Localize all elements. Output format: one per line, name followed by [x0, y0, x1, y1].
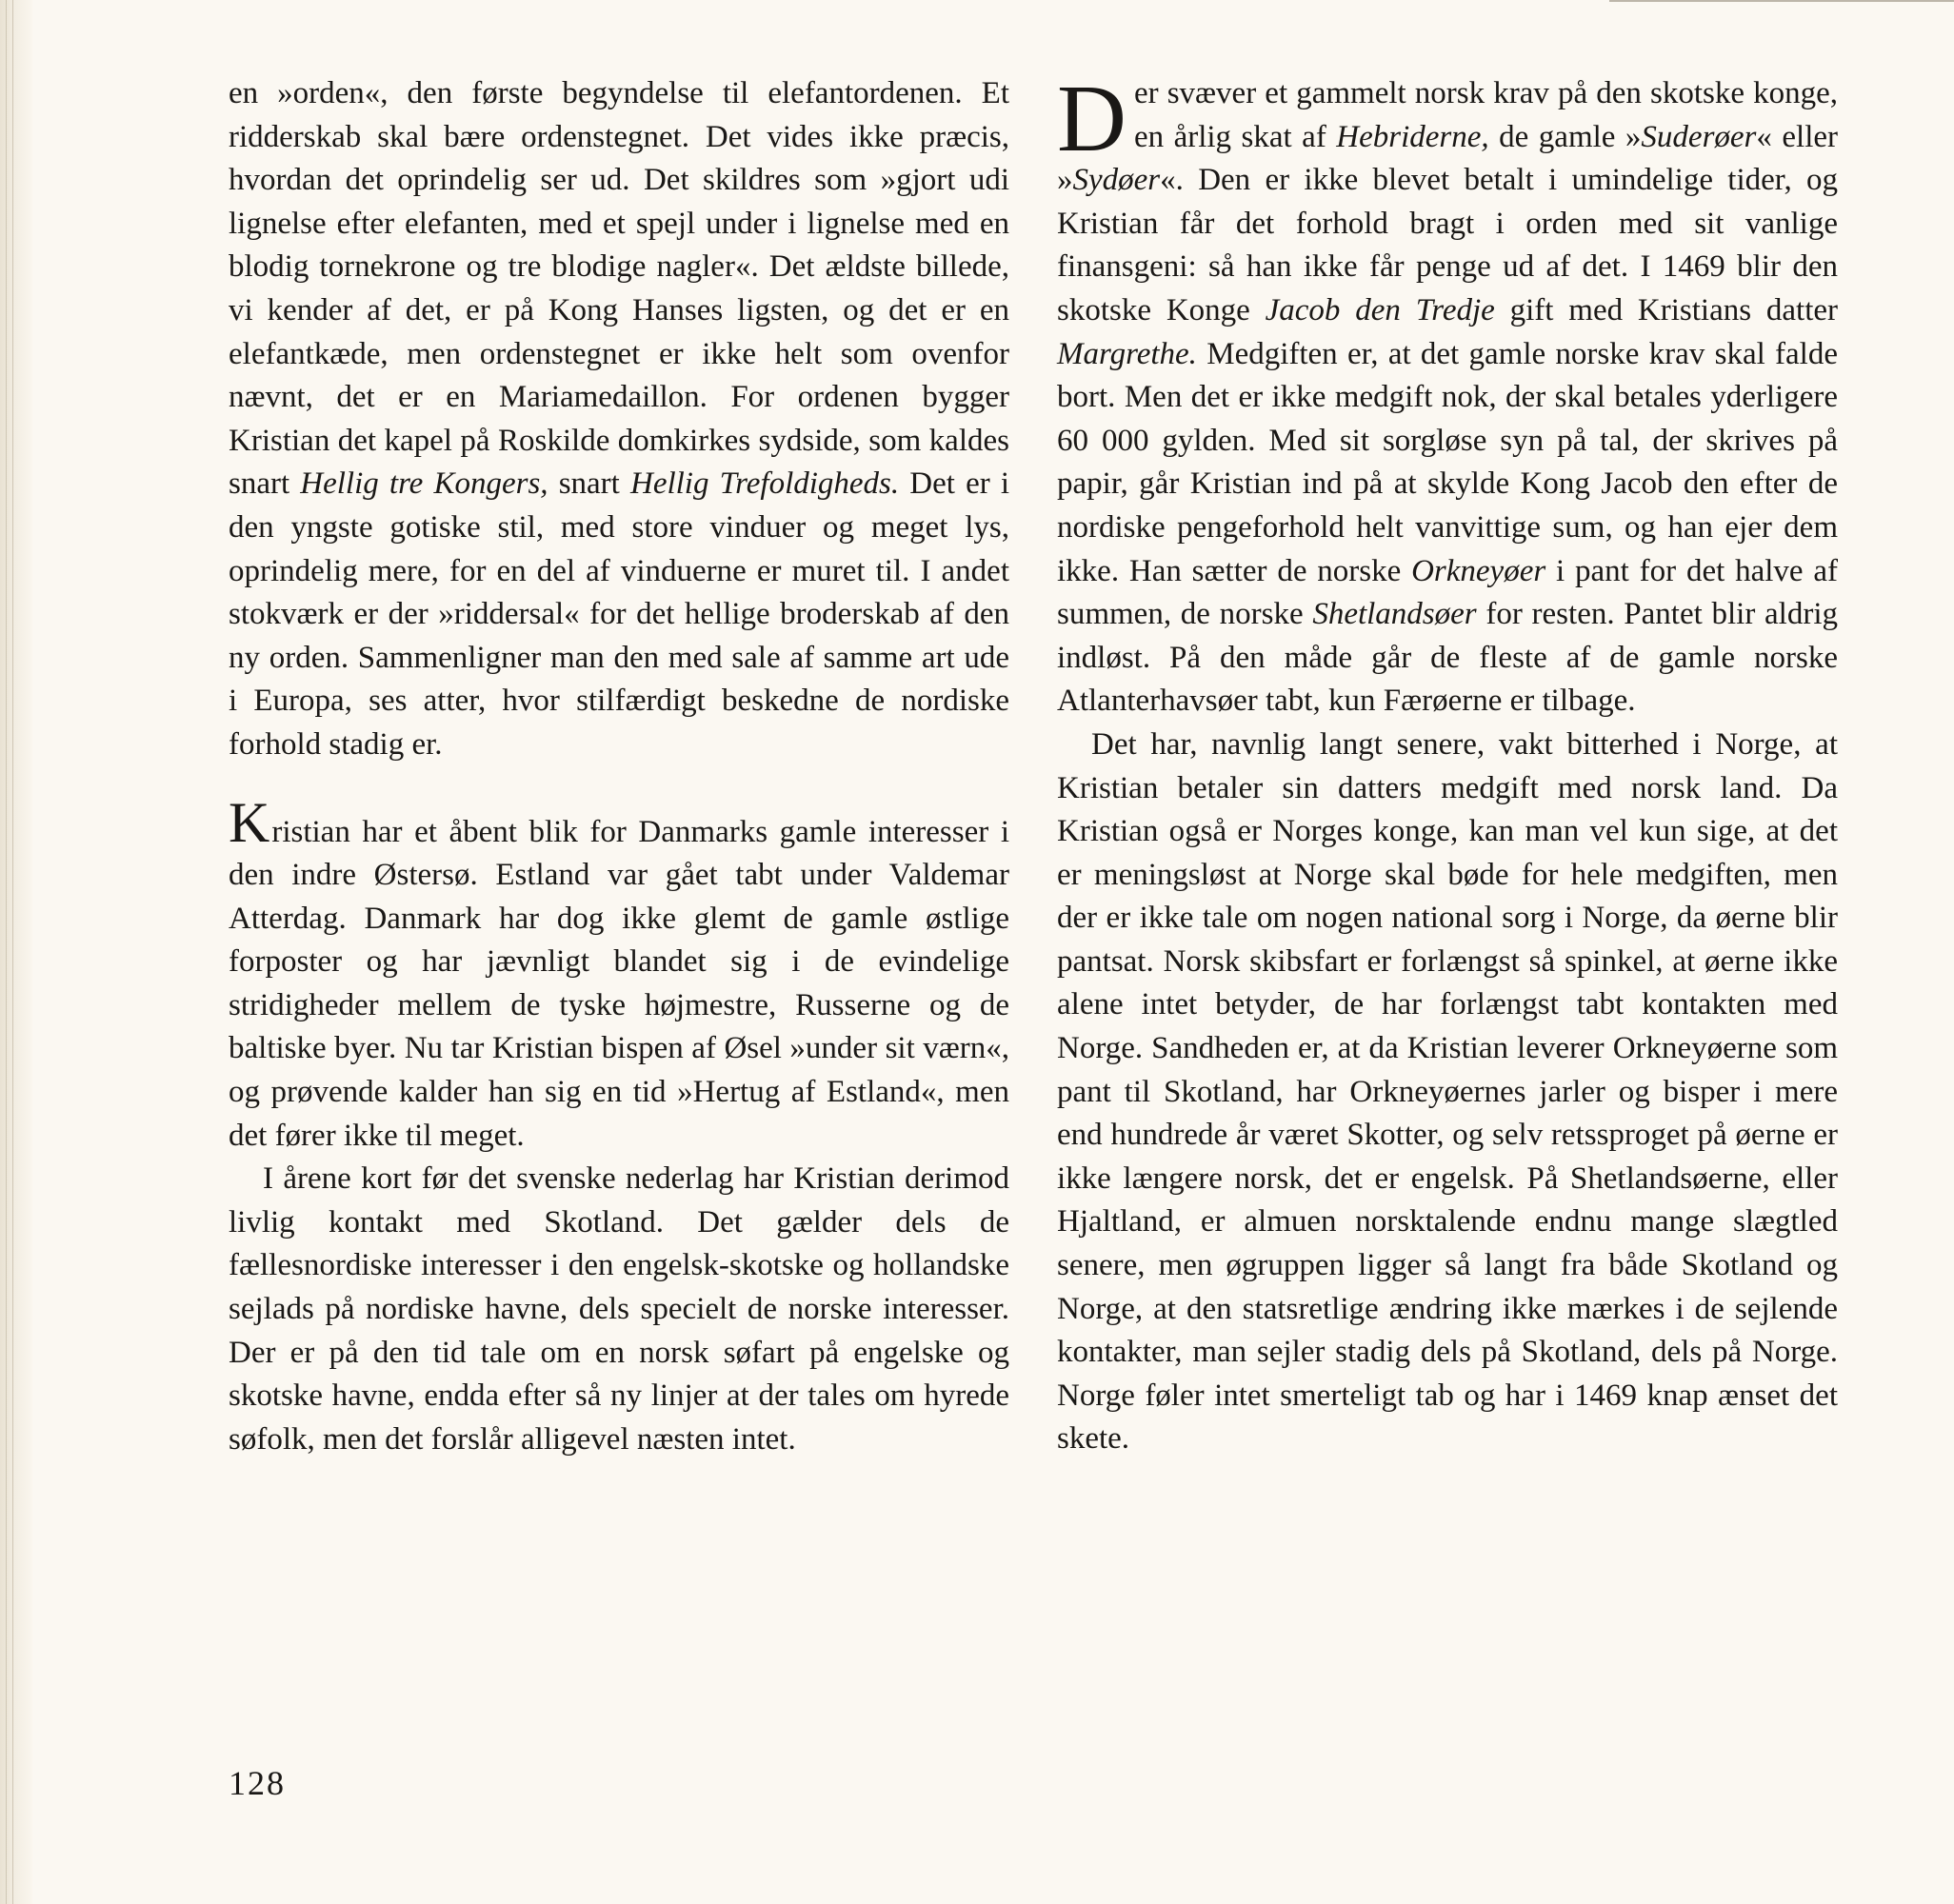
- page-gutter-edge: [0, 0, 32, 1904]
- right-column: [1057, 65, 1839, 1461]
- page-number: 128: [229, 1764, 286, 1802]
- left-paragraph-2: Kristian har et åbent blik for Danmarks gamle interesser i den indre Østersø. Estland var gået tabt under Valdemar Atterdag. Danmark har dog ikke glemt de gamle østlige forposter og har jævnligt blandet sig i de evindelige stridigheder mellem de tyske højmestre, Russerne og de baltiske byer. Nu tar Kristian bispen af Øsel »under sit værn«, og prøvende kalder han sig en tid »Hertug af Estland«, men det fører ikke til meget.: [229, 790, 1009, 1153]
- left-paragraph-3: I årene kort før det svenske nederlag har Kristian derimod livlig kontakt med Skotland. Det gælder dels de fællesnordiske interesser i den engelsk-skotske og hollandske sejlads på nordiske havne, dels specielt de norske interesser. Der er på den tid tale om en norsk søfart på engelske og skotske havne, endda efter så ny linjer at der tales om hyrede søfolk, men det forslår alligevel næsten intet.: [229, 1161, 1009, 1457]
- left-paragraph-1: en »orden«, den første begyndelse til elefantordenen. Et ridderskab skal bære ordenstegnet. Det vides ikke præcis, hvordan det oprindelig ser ud. Det skildres som »gjort udi lignelse efter elefanten, med et spejl under i lignelse med en blodig tornekrone og tre blodige nagler«. Det ældste billede, vi kender af det, er på Kong Hanses ligsten, og det er en elefantkæde, men ordenstegnet er ikke helt som ovenfor nævnt, det er en Mariamedaillon. For ordenen bygger Kristian det kapel på Roskilde domkirkes sydside, som kaldes snart Hellig tre Kongers, snart Hellig Trefoldigheds. Det er i den yngste gotiske stil, med store vinduer og meget lys, oprindelig mere, for en del af vinduerne er muret til. I andet stokværk er der »riddersal« for det hellige broderskab af den ny orden. Sammenligner man den med sale af samme art ude i Europa, ses atter, hvor stilfærdigt beskedne de nordiske forhold stadig er.: [229, 76, 1010, 762]
- right-paragraph-2: Det har, navnlig langt senere, vakt bitterhed i Norge, at Kristian betaler sin datters medgift med norsk land. Da Kristian også er Norges konge, kan man vel kun sige, at det er meningsløst at Norge skal bøde for hele medgiften, men der er ikke tale om nogen national sorg i Norge, da øerne blir pantsat. Norsk skibsfart er forlængst så spinkel, at øerne ikke alene intet betyder, de har forlængst tabt kontakten med Norge. Sandheden er, at da Kristian leverer Orkneyøerne som pant til Skotland, har Orkneyøernes jarler og bisper i mere end hundrede år været Skotter, og selv retssproget på øerne er ikke længere norsk, det er engelsk. På Shetlandsøerne, eller Hjaltland, er almuen norsktalende endnu mange slægtled senere, men øgruppen ligger så langt fra både Skotland og Norge, at den statsretlige ændring ikke mærkes i de sejlende kontakter, man sejler stadig dels på Skotland, dels på Norge. Norge føler intet smerteligt tab og har i 1469 knap ænset det skete.: [1057, 726, 1838, 1457]
- right-paragraph-1: Der svæver et gammelt norsk krav på den skotske konge, en årlig skat af Hebriderne, de gamle »Suderøer« eller »Sydøer«. Den er ikke blevet betalt i umindelige tider, og Kristian får det forhold bragt i orden med sit vanlige finansgeni: så han ikke får penge ud af det. I 1469 blir den skotske Konge Jacob den Tredje gift med Kristians datter Margrethe. Medgiften er, at det gamle norske krav skal falde bort. Men det er ikke medgift nok, der skal betales yderligere 60 000 gylden. Med sit sorgløse syn på tal, der skrives på papir, går Kristian ind på at skylde Kong Jacob den efter de nordiske pengeforhold helt vanvittige sum, og han ejer dem ikke. Han sætter de norske Orkneyøer i pant for det halve af summen, de norske Shetlandsøer for resten. Pantet blir aldrig indløst. På den måde går de fleste af de gamle norske Atlanterhavsøer tabt, kun Færøerne er tilbage.: [1057, 65, 1839, 719]
- drop-cap-d: D: [1057, 65, 1127, 171]
- left-column: [229, 72, 1009, 1461]
- initial-letter-k: K: [229, 790, 270, 854]
- top-rule: [1609, 0, 1954, 2]
